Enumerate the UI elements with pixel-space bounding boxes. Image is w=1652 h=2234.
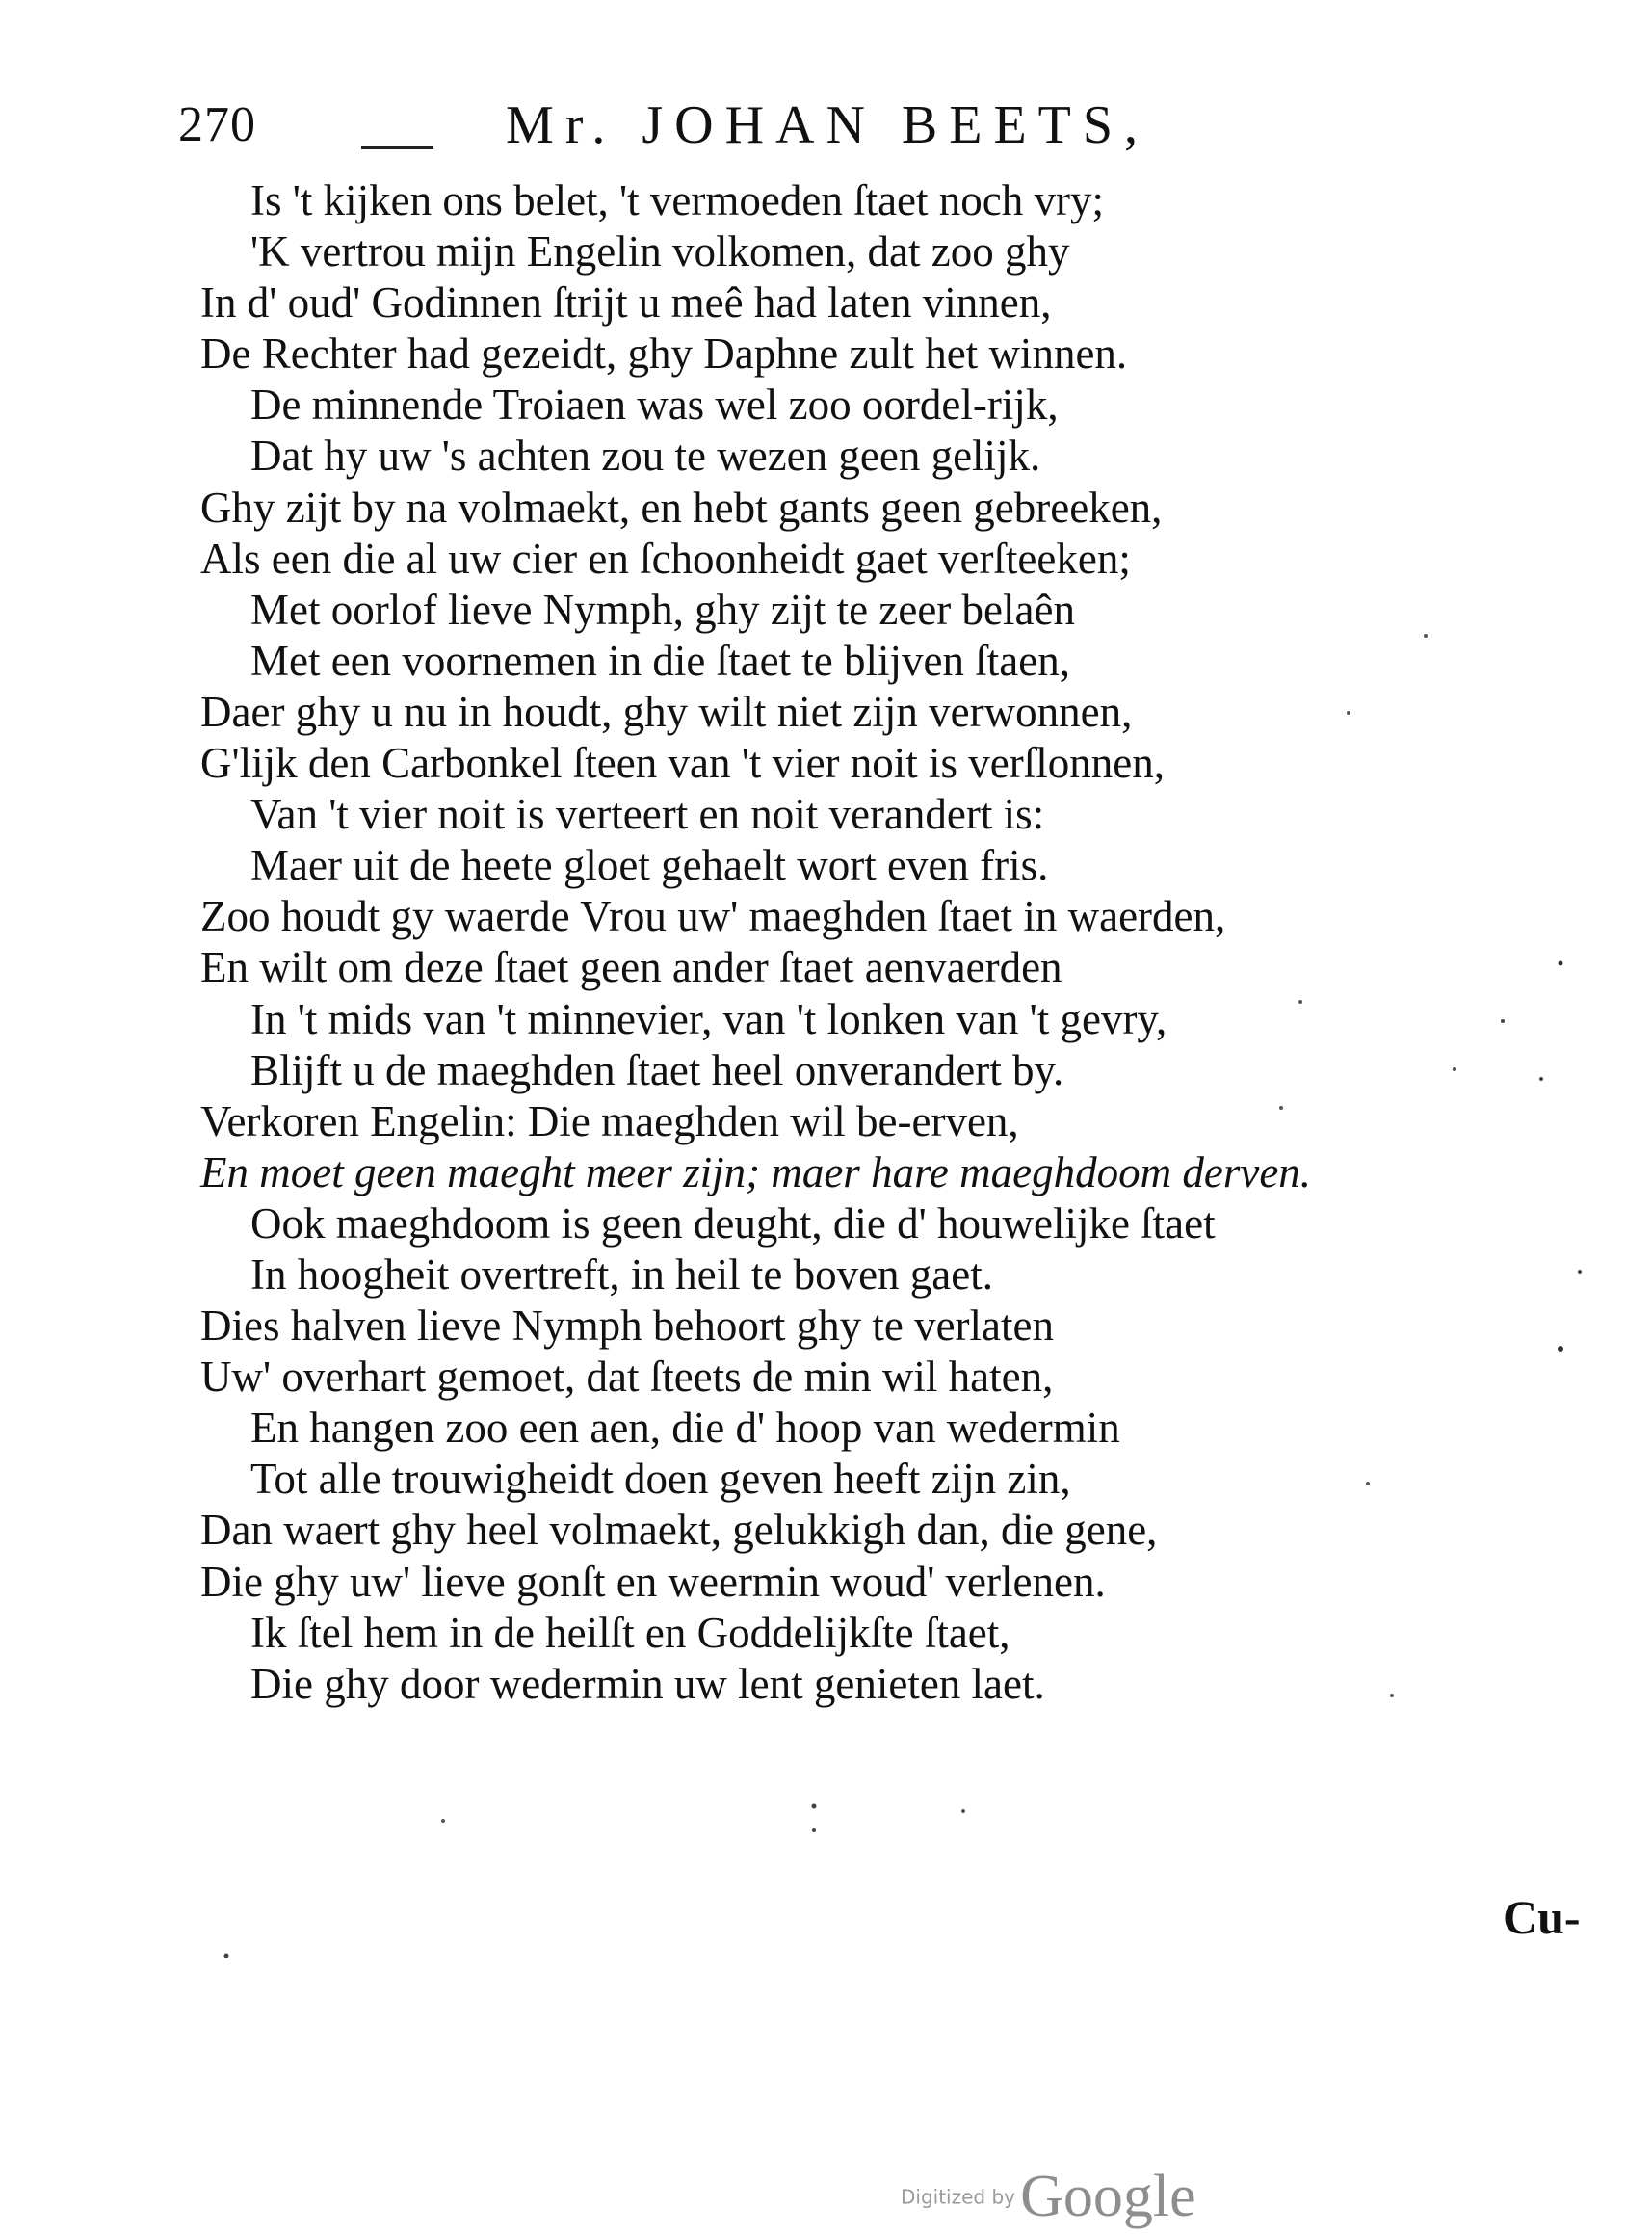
poem-line: Daer ghy u nu in houdt, ghy wilt niet zijn verwonnen, <box>200 687 1133 736</box>
poem-line: In 't mids van 't minnevier, van 't lonken van 't gevry, <box>250 994 1167 1043</box>
running-head: Mr. JOHAN BEETS, <box>506 95 1150 155</box>
poem-line: Dat hy uw 's achten zou te wezen geen gelijk. <box>250 432 1041 481</box>
poem-line: De Rechter had gezeidt, ghy Daphne zult het winnen. <box>200 329 1128 379</box>
poem-line: Uw' overhart gemoet, dat ſteets de min wil haten, <box>200 1353 1054 1402</box>
poem-line: En wilt om deze ſtaet geen ander ſtaet aenvaerden <box>200 943 1062 992</box>
poem-line: 'K vertrou mijn Engelin volkomen, dat zoo ghy <box>250 227 1070 276</box>
watermark-brand-logo: Google <box>1020 2164 1196 2229</box>
poem-line: Dies halven lieve Nymph behoort ghy te verlaten <box>200 1301 1054 1351</box>
poem-line: Blijft u de maeghden ſtaet heel onverandert by. <box>250 1045 1064 1094</box>
poem-line: En hangen zoo een aen, die d' hoop van wedermin <box>250 1404 1120 1453</box>
poem-line: Met een voornemen in die ſtaet te blijven ſtaen, <box>250 636 1070 685</box>
digitization-watermark <box>901 2163 1196 2231</box>
poem-line: Zoo houdt gy waerde Vrou uw' maeghden ſtaet in waerden, <box>200 892 1226 941</box>
page-header <box>178 96 1315 173</box>
poem-line: Die ghy door wedermin uw lent genieten laet. <box>250 1659 1045 1708</box>
poem-line: Als een die al uw cier en ſchoonheidt gaet verſteeken; <box>200 534 1131 583</box>
poem-line: In d' oud' Godinnen ſtrijt u meê had laten vinnen, <box>200 278 1052 328</box>
poem-body <box>200 175 1453 1710</box>
poem-line: Verkoren Engelin: Die maeghden wil be-erven, <box>200 1096 1019 1145</box>
header-rule <box>361 146 433 149</box>
poem-line: Tot alle trouwigheidt doen geven heeft zijn zin, <box>250 1455 1071 1504</box>
poem-line: Dan waert ghy heel volmaekt, gelukkigh dan, die gene, <box>200 1506 1158 1555</box>
watermark-prefix: Digitized by <box>901 2185 1015 2209</box>
page-number: 270 <box>178 97 256 152</box>
catchword: Cu- <box>1503 1890 1581 1944</box>
poem-line: Ik ſtel hem in de heilſt en Goddelijkſte ſtaet, <box>250 1608 1010 1657</box>
poem-line: Die ghy uw' lieve gonſt en weermin woud' verlenen. <box>200 1557 1106 1606</box>
poem-line: Ook maeghdoom is geen deught, die d' houwelijke ſtaet <box>250 1198 1216 1248</box>
poem-line: Is 't kijken ons belet, 't vermoeden ſtaet noch vry; <box>250 176 1104 224</box>
poem-line: Met oorlof lieve Nymph, ghy zijt te zeer belaên <box>250 585 1075 634</box>
poem-line: De minnende Troiaen was wel zoo oordel-rijk, <box>250 381 1059 430</box>
poem-line: G'lijk den Carbonkel ſteen van 't vier noit is verſlonnen, <box>200 739 1165 788</box>
poem-line: En moet geen maeght meer zijn; maer hare maeghdoom derven. <box>200 1147 1312 1196</box>
poem-line: In hoogheit overtreft, in heil te boven gaet. <box>250 1249 993 1299</box>
poem-line: Van 't vier noit is verteert en noit verandert is: <box>250 790 1045 839</box>
poem-line: Ghy zijt by na volmaekt, en hebt gants geen gebreeken, <box>200 483 1163 532</box>
poem-line: Maer uit de heete gloet gehaelt wort even fris. <box>250 841 1049 890</box>
